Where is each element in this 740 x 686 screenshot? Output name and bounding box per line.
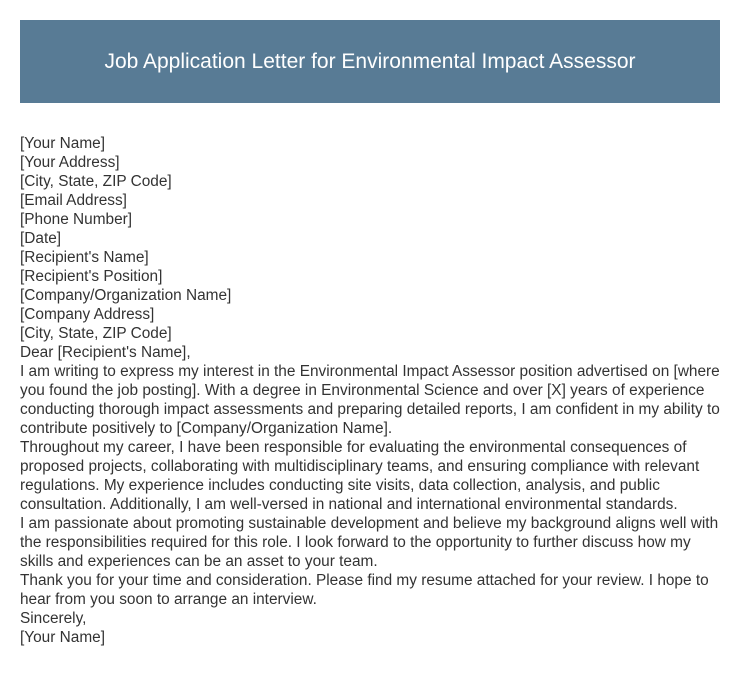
sender-name: [Your Name] — [20, 135, 105, 152]
signature: [Your Name] — [20, 629, 105, 646]
title-banner — [20, 20, 720, 103]
sender-address: [Your Address] — [20, 154, 120, 171]
paragraph-intro: I am writing to express my interest in the Environmental Impact Assessor position advertised on [where you found the job posting]. With a degree in Environmental Science and over [X] years of experience conducting thorough impact assessments and preparing detailed reports, I am confident in my ability to contribute positively to [Company/Organization Name]. — [20, 363, 720, 437]
sender-phone: [Phone Number] — [20, 211, 133, 228]
salutation: Dear [Recipient's Name], — [20, 344, 191, 361]
paragraph-thanks: Thank you for your time and consideration. Please find my resume attached for your review. I hope to hear from you soon to arrange an interview. — [20, 572, 709, 608]
letter-body — [20, 134, 725, 647]
sender-email: [Email Address] — [20, 192, 127, 209]
page-title: Job Application Letter for Environmental Impact Assessor — [104, 49, 636, 73]
paragraph-motivation: I am passionate about promoting sustainable development and believe my background aligns well with the responsibilities required for this role. I look forward to the opportunity to further discuss how my skills and experiences can be an asset to your team. — [20, 515, 719, 570]
paragraph-experience: Throughout my career, I have been responsible for evaluating the environmental consequences of proposed projects, collaborating with multidisciplinary teams, and ensuring compliance with relevant regulations. My experience includes conducting site visits, data collection, analysis, and public consultation. Additionally, I am well-versed in national and international environmental standards. — [20, 439, 700, 513]
recipient-company: [Company/Organization Name] — [20, 287, 232, 304]
recipient-position: [Recipient's Position] — [20, 268, 163, 285]
recipient-name: [Recipient's Name] — [20, 249, 149, 266]
closing: Sincerely, — [20, 610, 87, 627]
sender-city-state-zip: [City, State, ZIP Code] — [20, 173, 172, 190]
recipient-city-state-zip: [City, State, ZIP Code] — [20, 325, 172, 342]
letter-date: [Date] — [20, 230, 62, 247]
recipient-company-address: [Company Address] — [20, 306, 155, 323]
